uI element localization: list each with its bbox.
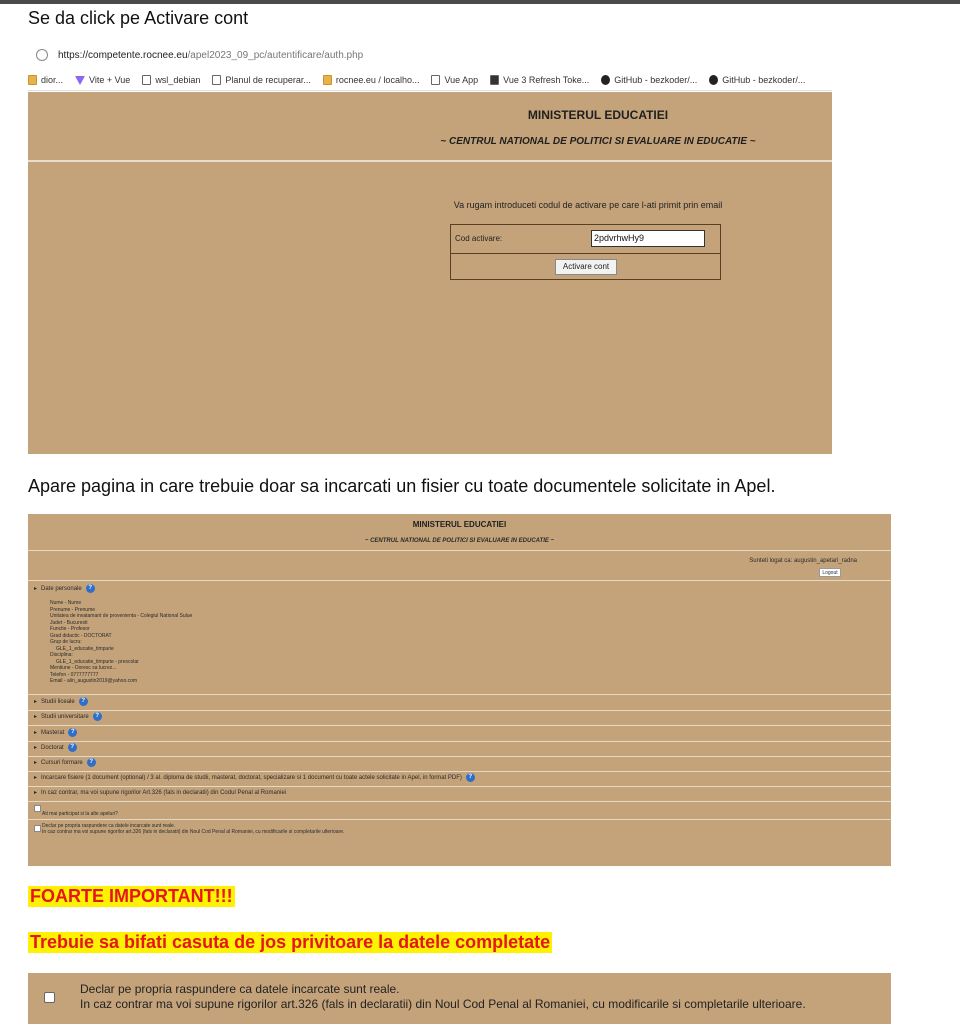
participated-checkbox[interactable] <box>34 805 41 812</box>
centre-subtitle: ~ CENTRUL NATIONAL DE POLITICI SI EVALUARE IN EDUCATIE ~ <box>364 538 555 544</box>
url-path: /apel2023_09_pc/autentificare/auth.php <box>187 49 364 61</box>
folder-icon <box>28 75 37 85</box>
declaration-line1: Declar pe propria raspundere ca datele incarcate sunt reale. <box>80 982 400 996</box>
page-info-icon[interactable] <box>36 49 48 61</box>
divider <box>28 801 891 802</box>
section-label: Studii universitare <box>41 713 89 720</box>
bookmark-label: Vue App <box>444 75 479 85</box>
bookmark-label: Planul de recuperar... <box>225 75 311 85</box>
activation-instruction: Va rugam introduceti codul de activare pe care l-ati primit prin email <box>453 200 723 210</box>
bookmark-label: rocnee.eu / localho... <box>335 75 420 85</box>
dark-icon <box>490 75 499 85</box>
personal-detail-item: Disciplina: <box>50 652 73 658</box>
github-icon <box>709 75 718 85</box>
must-check-note: Trebuie sa bifati casuta de jos privitoare la datele completate <box>30 932 551 952</box>
ministry-title: MINISTERUL EDUCATIEI <box>527 108 669 122</box>
bookmark-item[interactable] <box>75 75 130 85</box>
activation-form <box>450 224 721 280</box>
important-warning: FOARTE IMPORTANT!!! <box>30 886 233 906</box>
section-label: In caz contrar, ma voi supune rigorilor Art.326 (fals in declaratii) din Codul Penal al Romaniei <box>41 789 287 796</box>
section-label: Date personale <box>41 585 82 592</box>
section-university[interactable]: ▸ Studii universitare ? <box>34 712 102 721</box>
declaration-bar <box>28 973 891 1024</box>
info-icon[interactable]: ? <box>68 743 77 752</box>
personal-detail-item: Prenume - Prenume <box>50 606 96 613</box>
divider <box>28 725 891 726</box>
logout-button[interactable]: Logout <box>819 568 841 577</box>
personal-detail-item: Nume - Nume <box>50 600 82 606</box>
divider <box>28 694 891 695</box>
divider <box>28 819 891 820</box>
personal-detail-item: Judet - Bucuresti <box>50 619 88 626</box>
centre-subtitle: ~ CENTRUL NATIONAL DE POLITICI SI EVALUARE IN EDUCATIE ~ <box>440 136 756 147</box>
bookmark-item[interactable] <box>431 75 478 85</box>
info-icon[interactable]: ? <box>87 758 96 767</box>
divider <box>28 580 891 581</box>
declaration-small-line1: Declar pe propria raspundere ca datele incarcate sunt reale. <box>42 823 176 829</box>
info-icon[interactable]: ? <box>79 697 88 706</box>
header-divider <box>28 550 891 551</box>
bookmark-item[interactable] <box>709 75 805 85</box>
bookmark-label: dior... <box>41 75 64 85</box>
declaration-checkbox-small[interactable] <box>34 825 41 832</box>
info-icon[interactable]: ? <box>86 584 95 593</box>
personal-details-list <box>50 600 350 685</box>
caption-upload-page: Apare pagina in care trebuie doar sa incarcati un fisier cu toate documentele solicitate in Apel. <box>28 476 776 496</box>
top-border <box>0 0 960 4</box>
section-label: Masterat <box>41 729 65 736</box>
section-upload[interactable]: ▸ Incarcare fisiere (1 document (optional) / 3 al. diploma de studii, masterat, doctorat, specializare si 1 document cu toate actele solicitate in Apel, in format PDF) ? <box>34 773 475 782</box>
section-master[interactable]: ▸ Masterat ? <box>34 728 77 737</box>
github-icon <box>601 75 610 85</box>
section-studies[interactable]: ▸ Studii liceale ? <box>34 697 88 706</box>
divider <box>28 756 891 757</box>
info-icon[interactable]: ? <box>68 728 77 737</box>
declaration-small-line2: In caz contrar ma voi supune rigorilor art.326 (fals in declaratii) din Noul Cod Penal al Romaniei, cu modificarile si completarile ulterioare. <box>42 829 345 835</box>
folder-icon <box>323 75 332 85</box>
info-icon[interactable]: ? <box>93 712 102 721</box>
personal-detail-item: Grup de lucru: <box>50 639 82 645</box>
dots-icon <box>212 75 221 85</box>
activation-code-input[interactable]: 2pdvrhwHy9 <box>591 230 705 247</box>
bookmark-item[interactable] <box>601 75 697 85</box>
logged-in-as: Sunteti logat ca: augustin_apetari_radna <box>749 558 857 564</box>
section-personal[interactable]: ▸ Date personale ? <box>34 584 95 593</box>
header-divider <box>28 160 832 162</box>
personal-detail-item: Mentiune - Doresc sa lucrez... <box>50 665 117 671</box>
bookmark-label: Vite + Vue <box>89 75 131 85</box>
personal-detail-item: Unitatea de invatamant de provenienta - Colegiul National Sulue <box>50 613 193 619</box>
bookmark-item[interactable] <box>490 75 589 85</box>
section-doctorate[interactable]: ▸ Doctorat ? <box>34 743 77 752</box>
personal-detail-item: Functie - Profesor <box>50 626 90 632</box>
personal-detail-item: Telefon - 0777777777 <box>50 671 99 678</box>
caption-click-activate: Se da click pe Activare cont <box>28 8 249 28</box>
page-icon <box>431 75 440 85</box>
activation-code-label: Cod activare: <box>455 234 503 243</box>
ministry-title: MINISTERUL EDUCATIEI <box>412 520 507 529</box>
bookmark-label: GitHub - bezkoder/... <box>614 75 698 85</box>
divider <box>28 710 891 711</box>
section-label: Studii liceale <box>41 698 75 705</box>
personal-detail-item: Grad didactic - DOCTORAT <box>50 632 112 639</box>
personal-detail-item: GLE_1_educatie_timpurie <box>56 645 114 652</box>
bookmarks-bar <box>28 70 832 91</box>
section-penal[interactable]: ▸ In caz contrar, ma voi supune rigorilor Art.326 (fals in declaratii) din Codul Penal al Romaniei <box>34 789 287 796</box>
divider <box>28 771 891 772</box>
section-training[interactable]: ▸ Cursuri formare ? <box>34 758 96 767</box>
divider <box>28 741 891 742</box>
bookmark-item[interactable] <box>28 75 63 85</box>
address-bar[interactable] <box>28 44 832 66</box>
section-label: Cursuri formare <box>41 759 83 766</box>
bookmark-item[interactable] <box>212 75 311 85</box>
section-label: Incarcare fisiere (1 document (optional) / 3 al. diploma de studii, masterat, doctorat, specializare si 1 document cu toate actele solicitate in Apel, in format PDF) <box>41 774 462 781</box>
url-host: https://competente.rocnee.eu <box>58 49 188 61</box>
form-divider <box>451 253 720 254</box>
bookmark-label: GitHub - bezkoder/... <box>722 75 806 85</box>
section-label: Doctorat <box>41 744 64 751</box>
bookmark-label: Vue 3 Refresh Toke... <box>503 75 590 85</box>
bookmark-item[interactable] <box>323 75 420 85</box>
divider <box>28 786 891 787</box>
activate-account-button[interactable]: Activare cont <box>555 259 617 275</box>
upload-page-screenshot <box>28 514 891 866</box>
personal-detail-item: Email - alin_augustin2019@yahoo.com <box>50 678 138 684</box>
declaration-line2: In caz contrar ma voi supune rigorilor art.326 (fals in declaratii) din Noul Cod Penal al Romaniei, cu modificarile si completarile ulterioare. <box>80 997 806 1011</box>
personal-detail-item: GLE_1_educatie_timpurie - prescolar <box>56 658 139 665</box>
bookmark-item[interactable] <box>142 75 200 85</box>
activation-page-screenshot <box>28 92 832 454</box>
page-icon <box>142 75 151 85</box>
participated-question: Ati mai participat si la alte apeluri? <box>42 811 118 817</box>
bookmark-label: wsl_debian <box>155 75 201 85</box>
vite-icon <box>75 76 85 85</box>
declaration-checkbox[interactable] <box>44 992 55 1003</box>
info-icon[interactable]: ? <box>466 773 475 782</box>
